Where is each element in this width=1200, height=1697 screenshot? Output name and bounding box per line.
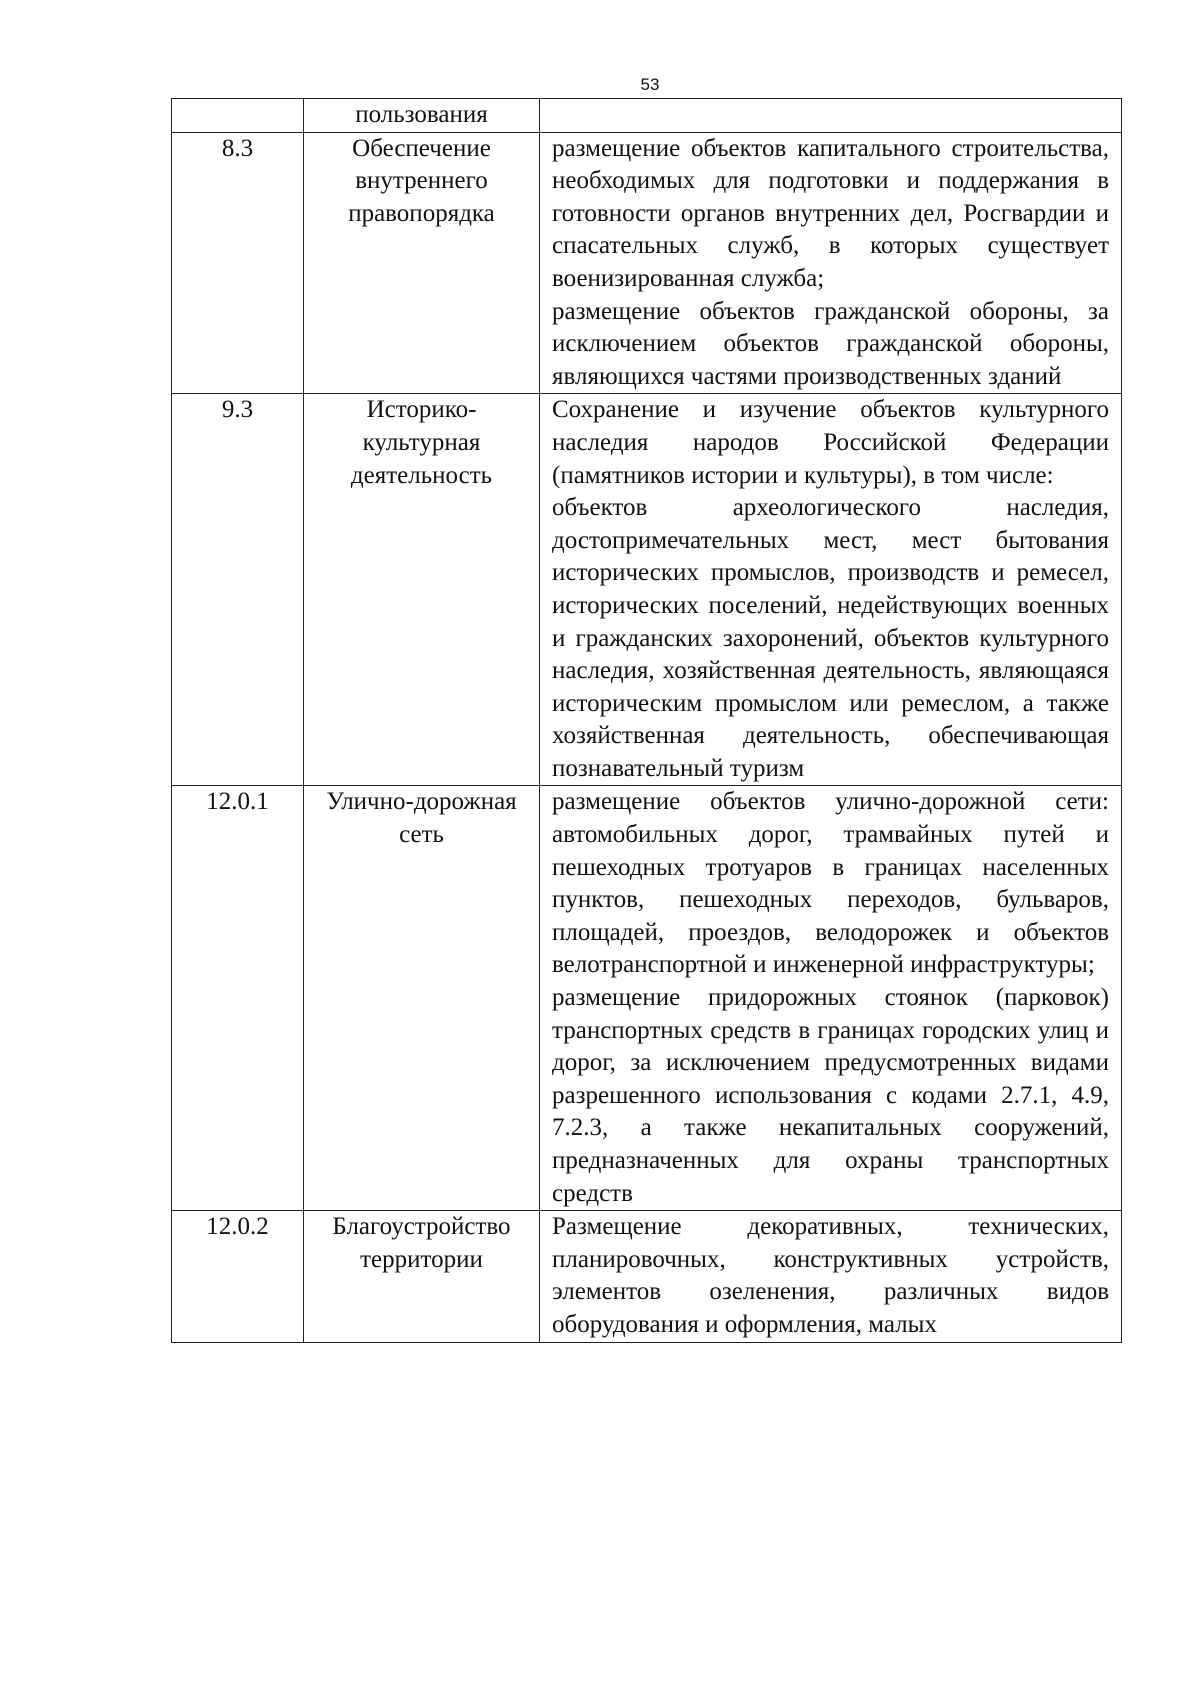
- description-paragraph: Сохранение и изучение объектов культурного наследия народов Российской Федерации (памятников истории и культуры), в том числе:: [552, 396, 1109, 489]
- code-cell: [172, 99, 304, 133]
- description-paragraph: объектов археологического наследия, достопримечательных мест, мест бытования исторических промыслов, производств и ремесел, исторических поселений, недействующих военных и гражданских захоронений, объектов культурного наследия, хозяйственная деятельность, являющаяся историческим промыслом или ремеслом, а также хозяйственная деятельность, обеспечивающая познавательный туризм: [552, 494, 1109, 782]
- name-cell: Улично-дорожная сеть: [304, 786, 540, 1211]
- description-cell: [540, 394, 1122, 786]
- name-cell: Историко-культурная деятельность: [304, 394, 540, 786]
- description-cell: [540, 1211, 1122, 1342]
- code-cell: 12.0.1: [172, 786, 304, 1211]
- description-cell: [540, 132, 1122, 394]
- page-number: 53: [640, 75, 660, 94]
- code-cell: 8.3: [172, 132, 304, 394]
- land-use-table: [171, 98, 1122, 1343]
- code-cell: 9.3: [172, 394, 304, 786]
- description-paragraph: размещение объектов гражданской обороны, за исключением объектов гражданской обороны, являющихся частями производственных зданий: [552, 297, 1109, 390]
- table-row: [172, 132, 1122, 394]
- name-cell: Благоустройство территории: [304, 1211, 540, 1342]
- table-row: [172, 99, 1122, 133]
- description-paragraph: размещение объектов улично-дорожной сети: автомобильных дорог, трамвайных путей и пешеходных тротуаров в границах населенных пунктов, пешеходных переходов, бульваров, площадей, проездов, велодорожек и объектов велотранспортной и инженерной инфраструктуры;: [552, 788, 1109, 979]
- table-row: [172, 786, 1122, 1211]
- table-row: [172, 1211, 1122, 1342]
- description-paragraph: Размещение декоративных, технических, планировочных, конструктивных устройств, элементов озеленения, различных видов оборудования и оформления, малых: [552, 1213, 1109, 1338]
- code-cell: 12.0.2: [172, 1211, 304, 1342]
- table-row: [172, 394, 1122, 786]
- name-cell: пользования: [304, 99, 540, 133]
- description-cell: [540, 786, 1122, 1211]
- description-paragraph: размещение придорожных стоянок (парковок) транспортных средств в границах городских улиц и дорог, за исключением предусмотренных видами разрешенного использования с кодами 2.7.1, 4.9, 7.2.3, а также некапитальных сооружений, предназначенных для охраны транспортных средств: [552, 984, 1109, 1207]
- description-paragraph: размещение объектов капитального строительства, необходимых для подготовки и поддержания в готовности органов внутренних дел, Росгвардии и спасательных служб, в которых существует военизированная служба;: [552, 134, 1109, 292]
- name-cell: Обеспечение внутреннего правопорядка: [304, 132, 540, 394]
- description-cell: [540, 99, 1122, 133]
